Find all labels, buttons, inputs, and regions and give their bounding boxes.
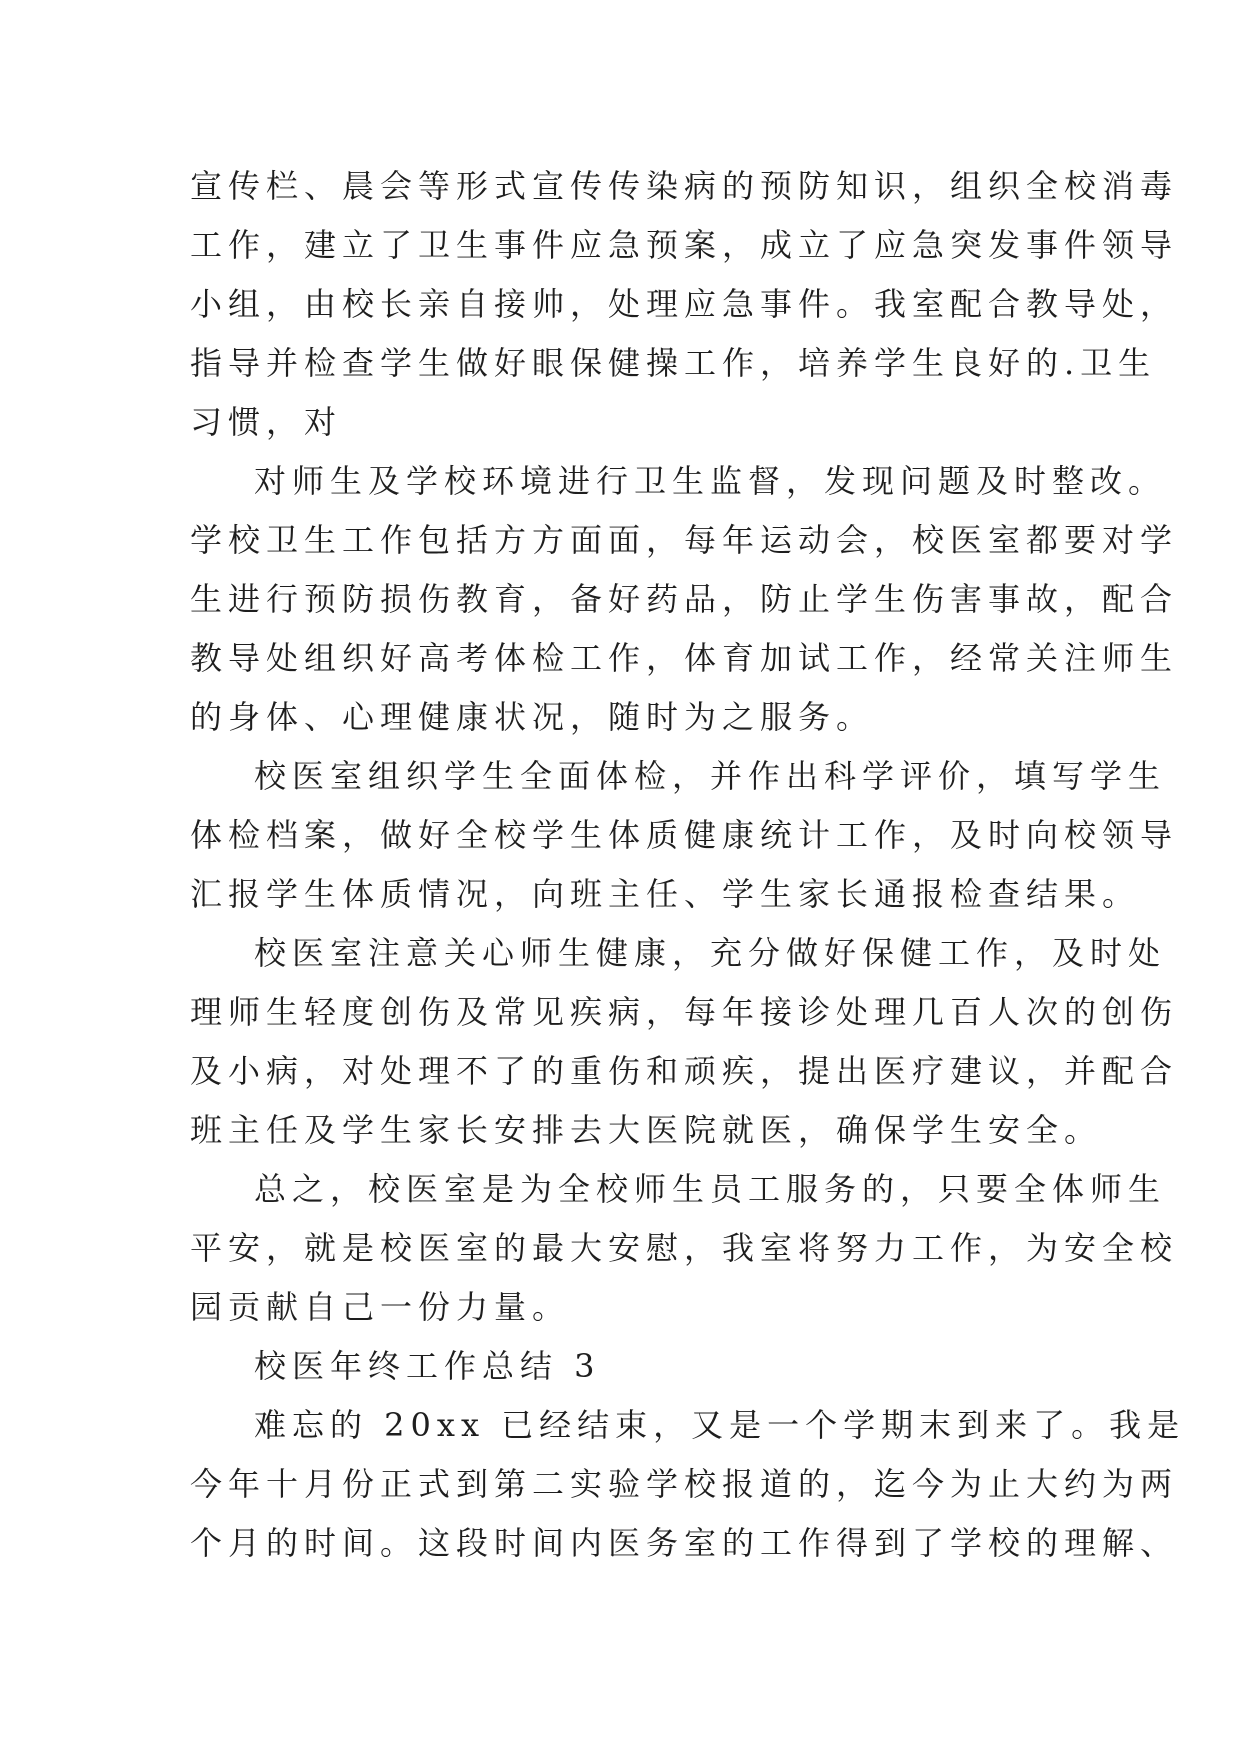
text-line: 校医室组织学生全面体检，并作出科学评价，填写学生	[254, 757, 1167, 795]
text-line: 对师生及学校环境进行卫生监督，发现问题及时整改。	[254, 462, 1167, 500]
text-line: 习惯，对	[190, 403, 343, 441]
text-line: 汇报学生体质情况，向班主任、学生家长通报检查结果。	[190, 875, 1141, 913]
text-line: 小组，由校长亲自接帅，处理应急事件。我室配合教导处，	[190, 285, 1179, 323]
document-body	[190, 157, 1186, 1573]
text-line: 的身体、心理健康状况，随时为之服务。	[190, 698, 875, 736]
text-line: 生进行预防损伤教育，备好药品，防止学生伤害事故，配合	[190, 580, 1179, 618]
text-line: 个月的时间。这段时间内医务室的工作得到了学校的理解、	[190, 1524, 1179, 1562]
text-line: 校医年终工作总结 3	[254, 1347, 601, 1385]
text-line: 指导并检查学生做好眼保健操工作，培养学生良好的.卫生	[190, 344, 1157, 382]
text-line: 校医室注意关心师生健康，充分做好保健工作，及时处	[254, 934, 1167, 972]
text-line: 总之，校医室是为全校师生员工服务的，只要全体师生	[254, 1170, 1167, 1208]
text-line: 平安，就是校医室的最大安慰，我室将努力工作，为安全校	[190, 1229, 1179, 1267]
text-line: 宣传栏、晨会等形式宣传传染病的预防知识，组织全校消毒	[190, 167, 1179, 205]
text-line: 学校卫生工作包括方方面面，每年运动会，校医室都要对学	[190, 521, 1179, 559]
text-line: 工作，建立了卫生事件应急预案，成立了应急突发事件领导	[190, 226, 1179, 264]
text-line: 今年十月份正式到第二实验学校报道的，迄今为止大约为两	[190, 1465, 1179, 1503]
text-line: 体检档案，做好全校学生体质健康统计工作，及时向校领导	[190, 816, 1179, 854]
text-line: 难忘的 20xx 已经结束，又是一个学期末到来了。我是	[254, 1406, 1186, 1444]
text-line: 园贡献自己一份力量。	[190, 1288, 571, 1326]
text-line: 班主任及学生家长安排去大医院就医，确保学生安全。	[190, 1111, 1103, 1149]
text-line: 教导处组织好高考体检工作，体育加试工作，经常关注师生	[190, 639, 1179, 677]
text-line: 理师生轻度创伤及常见疾病，每年接诊处理几百人次的创伤	[190, 993, 1179, 1031]
text-line: 及小病，对处理不了的重伤和顽疾，提出医疗建议，并配合	[190, 1052, 1179, 1090]
